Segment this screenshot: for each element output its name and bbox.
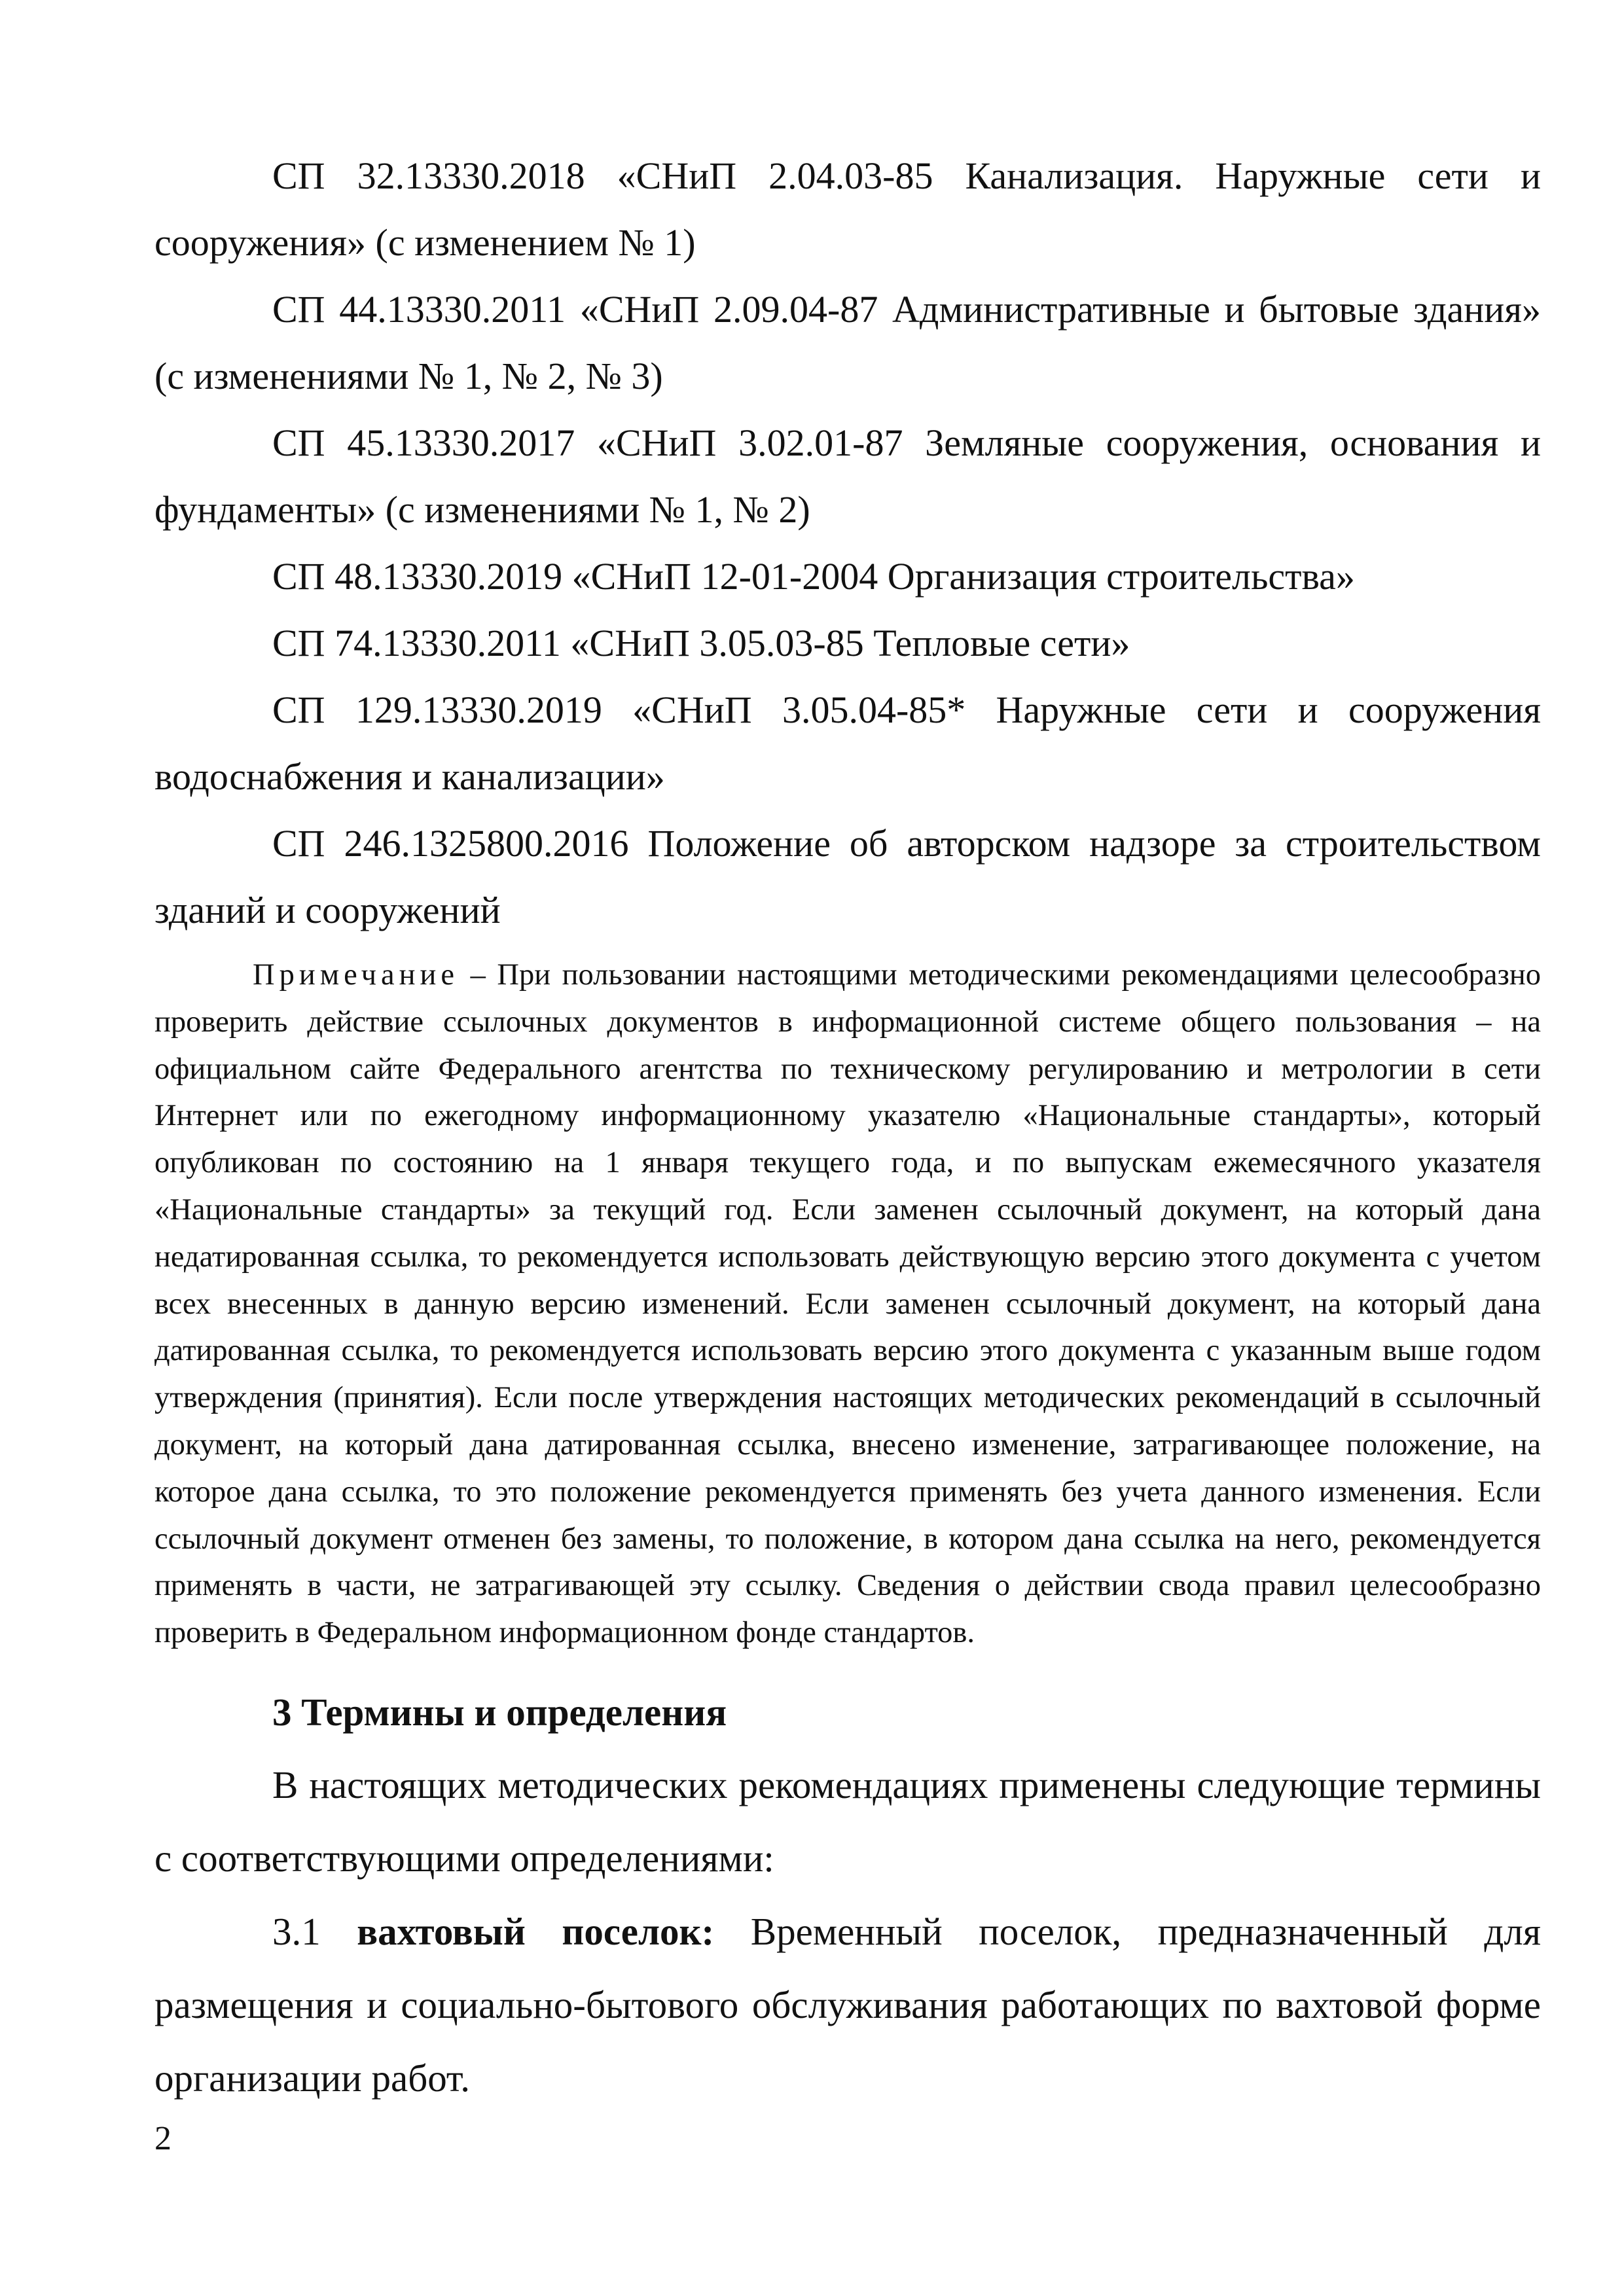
- note-paragraph: [154, 952, 1541, 1657]
- reference-item: СП 44.13330.2011 «СНиП 2.09.04-87 Административные и бытовые здания» (с изменениями № 1, № 2, № 3): [154, 288, 1541, 397]
- term-definition: [154, 1895, 1541, 2115]
- reference-item: СП 246.1325800.2016 Положение об авторском надзоре за строительством зданий и сооружений: [154, 822, 1541, 931]
- term-definition-text: Временный поселок, предназначенный для размещения и социально-бытового обслуживания работающих по вахтовой форме организации работ.: [154, 1909, 1541, 2100]
- note-text: – При пользовании настоящими методическими рекомендациями целесообразно проверить действие ссылочных документов в информационной системе общего пользования – на официальном сайте Федерального агентства по техническому регулированию и метрологии в сети Интернет или по ежегодному информационному указателю «Национальные стандарты», который опубликован по состоянию на 1 января текущего года, и по выпускам ежемесячного указателя «Национальные стандарты» за текущий год. Если заменен ссылочный документ, на который дана недатированная ссылка, то рекомендуется использовать действующую версию этого документа с учетом всех внесенных в данную версию изменений. Если заменен ссылочный документ, на который дана датированная ссылка, то рекомендуется использовать версию этого документа с указанным выше годом утверждения (принятия). Если после утверждения настоящих методических рекомендаций в ссылочный документ, на который дана датированная ссылка, внесено изменение, затрагивающее положение, на которое дана ссылка, то это положение рекомендуется применять без учета данного изменения. Если ссылочный документ отменен без замены, то положение, в котором дана ссылка на него, рекомендуется применять в части, не затрагивающей эту ссылку. Сведения о действии свода правил целесообразно проверить в Федеральном информационном фонде стандартов.: [154, 958, 1541, 1650]
- reference-item: СП 48.13330.2019 «СНиП 12-01-2004 Организация строительства»: [272, 555, 1355, 598]
- document-page: [154, 143, 1541, 2115]
- note-label: Примечание: [253, 958, 460, 992]
- reference-item: СП 32.13330.2018 «СНиП 2.04.03-85 Канализация. Наружные сети и сооружения» (с изменением № 1): [154, 154, 1541, 264]
- term-number: 3.1: [272, 1909, 357, 1953]
- term-name: вахтовый поселок:: [357, 1909, 715, 1953]
- reference-item: СП 74.13330.2011 «СНиП 3.05.03-85 Тепловые сети»: [272, 622, 1130, 664]
- normative-references-list: [154, 143, 1541, 944]
- section-intro: В настоящих методических рекомендациях применены следующие термины с соответствующими определениями:: [154, 1763, 1541, 1880]
- page-number: 2: [154, 2120, 171, 2157]
- section-heading: 3 Термины и определения: [272, 1690, 727, 1734]
- reference-item: СП 129.13330.2019 «СНиП 3.05.04-85* Наружные сети и сооружения водоснабжения и канализации»: [154, 689, 1541, 798]
- reference-item: СП 45.13330.2017 «СНиП 3.02.01-87 Земляные сооружения, основания и фундаменты» (с изменениями № 1, № 2): [154, 422, 1541, 531]
